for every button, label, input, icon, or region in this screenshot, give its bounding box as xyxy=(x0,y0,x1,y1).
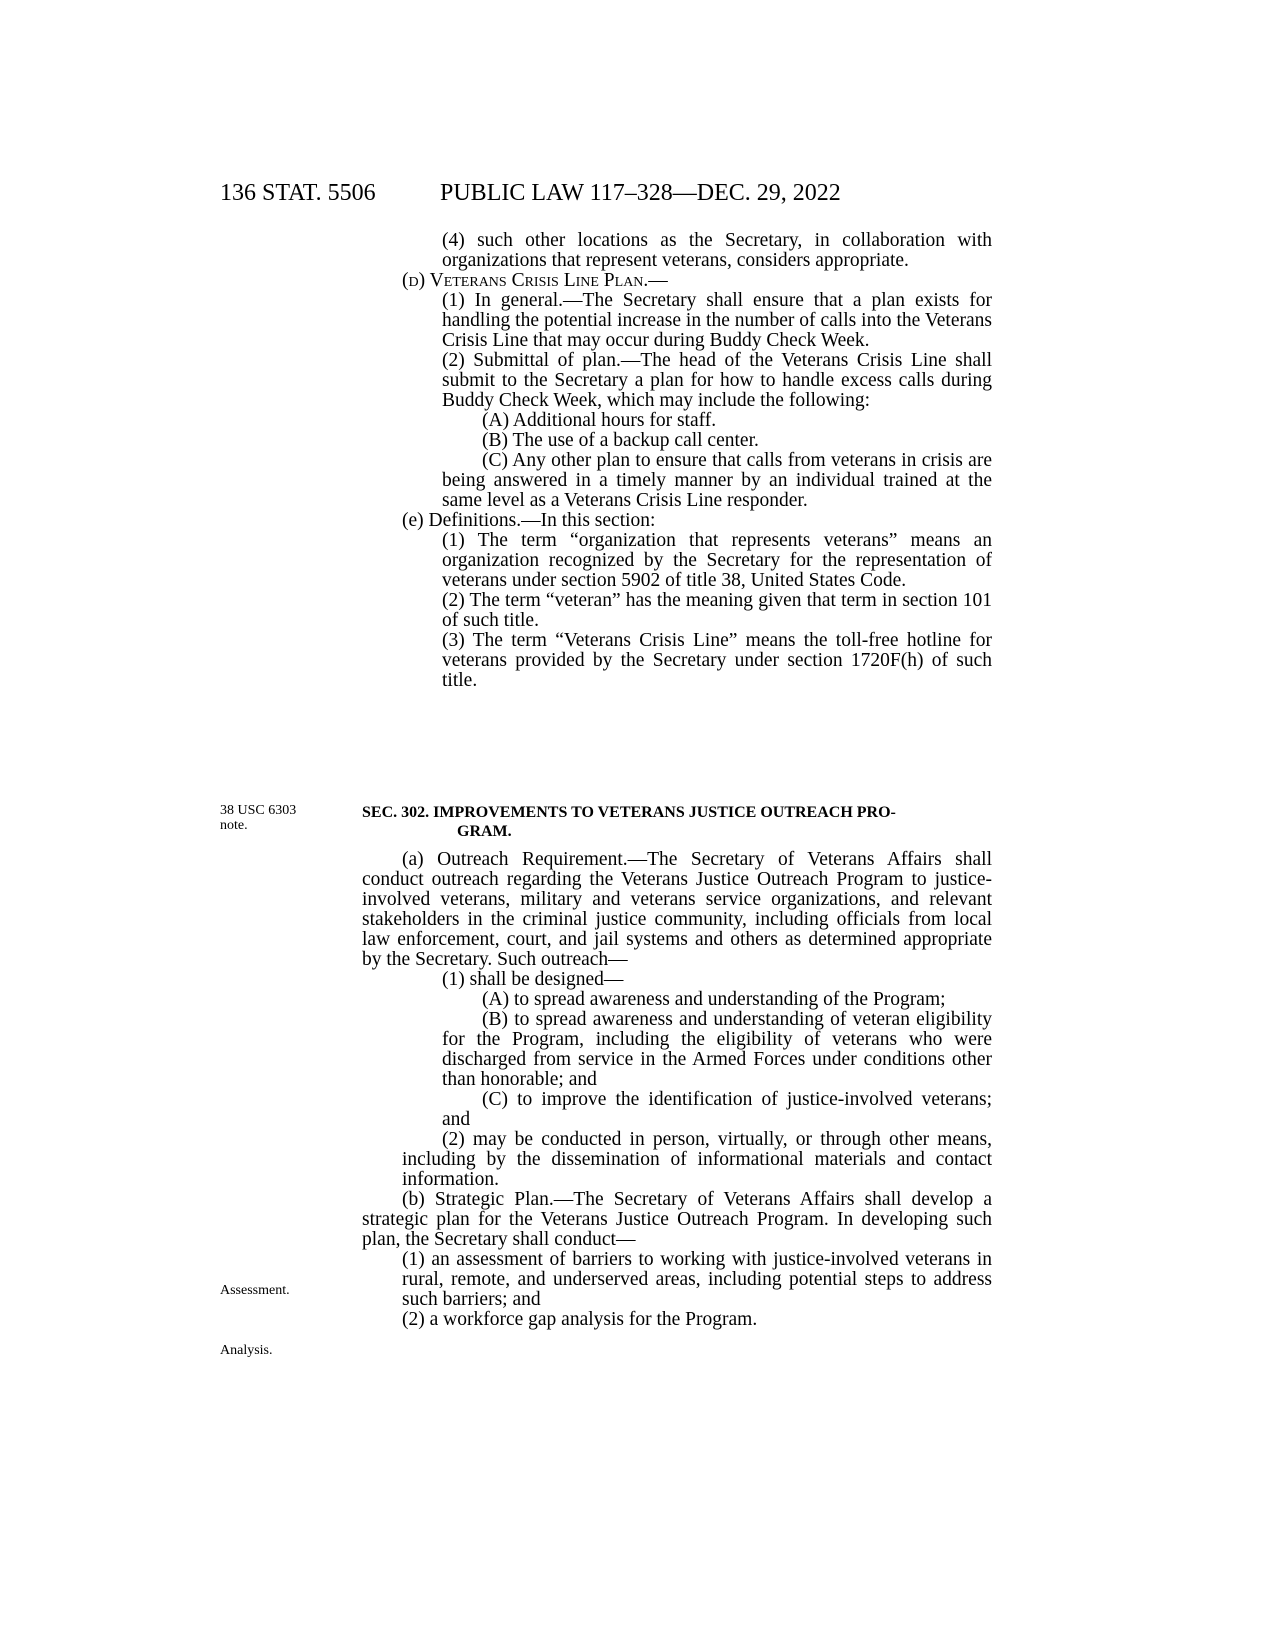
public-law-title: PUBLIC LAW 117–328—DEC. 29, 2022 xyxy=(440,180,841,206)
usc-note-label: note. xyxy=(220,818,248,833)
definition-e2: (2) The term “veteran” has the meaning given that term in section 101 of such title. xyxy=(442,590,992,631)
section-302-heading xyxy=(362,803,992,841)
paragraph-d2: (2) Submittal of plan.—The head of the Veterans Crisis Line shall submit to the Secretary a plan for how to handle excess calls during Buddy Check Week, which may include the following: xyxy=(442,350,992,411)
clause-a1-c: (C) to improve the identification of justice-involved veterans; and xyxy=(442,1089,992,1130)
page-header xyxy=(0,180,1275,220)
clause-d2-a: (A) Additional hours for staff. xyxy=(482,410,717,431)
margin-note-analysis: Analysis. xyxy=(220,1343,273,1358)
paragraph-c4: (4) such other locations as the Secretary, in collaboration with organizations that represent veterans, considers appropriate. xyxy=(442,230,992,271)
subsection-a-outreach: (a) Outreach Requirement.—The Secretary of Veterans Affairs shall conduct outreach regarding the Veterans Justice Outreach Program to justice-involved veterans, military and veterans service organizations, and relevant stakeholders in the criminal justice community, including officials from local law enforcement, court, and jail systems and others as determined appropriate by the Secretary. Such outreach— xyxy=(362,849,992,970)
clause-d2-b: (B) The use of a backup call center. xyxy=(482,430,759,451)
subsection-d-heading: (d) Veterans Crisis Line Plan.— xyxy=(402,270,668,291)
paragraph-b1: (1) an assessment of barriers to working with justice-involved veterans in rural, remote, and underserved areas, including potential steps to address such barriers; and xyxy=(402,1249,992,1310)
usc-citation: 38 USC 6303 xyxy=(220,803,297,818)
clause-a1-a: (A) to spread awareness and understanding of the Program; xyxy=(482,989,946,1010)
paragraph-a1: (1) shall be designed— xyxy=(442,969,624,990)
subsection-e-heading: (e) Definitions.—In this section: xyxy=(402,510,656,531)
clause-d2-c: (C) Any other plan to ensure that calls from veterans in crisis are being answered in a timely manner by an individual trained at the same level as a Veterans Crisis Line responder. xyxy=(442,450,992,511)
clause-a1-b: (B) to spread awareness and understanding of veteran eligibility for the Program, including the eligibility of veterans who were discharged from service in the Armed Forces under conditions other than honorable; and xyxy=(442,1009,992,1090)
margin-note-assessment: Assessment. xyxy=(220,1283,290,1298)
margin-note-usc xyxy=(220,803,296,833)
definition-e1: (1) The term “organization that represents veterans” means an organization recognized by the Secretary for the representation of veterans under section 5902 of title 38, United States Code. xyxy=(442,530,992,591)
paragraph-a2: (2) may be conducted in person, virtually, or through other means, including by the dissemination of informational materials and contact information. xyxy=(402,1129,992,1190)
subsection-b-strategic-plan: (b) Strategic Plan.—The Secretary of Veterans Affairs shall develop a strategic plan for the Veterans Justice Outreach Program. In developing such plan, the Secretary shall conduct— xyxy=(362,1189,992,1250)
section-heading-line-2: GRAM. xyxy=(457,823,512,840)
stat-page-number: 136 STAT. 5506 xyxy=(220,180,376,206)
subsection-block-c-e xyxy=(402,231,992,691)
section-heading-line-1: SEC. 302. IMPROVEMENTS TO VETERANS JUSTICE OUTREACH PRO- xyxy=(362,804,896,821)
paragraph-b2: (2) a workforce gap analysis for the Program. xyxy=(402,1309,758,1330)
definition-e3: (3) The term “Veterans Crisis Line” means the toll-free hotline for veterans provided by the Secretary under section 1720F(h) of such title. xyxy=(442,630,992,691)
section-302-body xyxy=(362,850,992,1330)
paragraph-d1: (1) In general.—The Secretary shall ensure that a plan exists for handling the potential increase in the number of calls into the Veterans Crisis Line that may occur during Buddy Check Week. xyxy=(442,290,992,351)
